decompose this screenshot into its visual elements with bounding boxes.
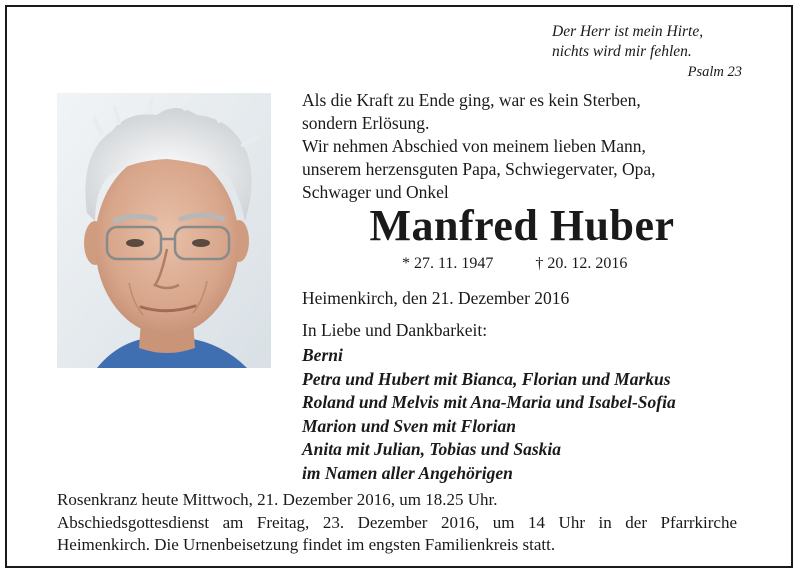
intro-line: Als die Kraft zu Ende ging, war es kein Sterben,: [302, 90, 641, 110]
portrait-photo: [57, 93, 271, 368]
thanks-line: In Liebe und Dankbarkeit:: [302, 320, 488, 340]
quote-line-1: Der Herr ist mein Hirte,: [552, 23, 704, 40]
service-line: Abschiedsgottesdienst am Freitag, 23. Dezember 2016, um 14 Uhr in der Pfarrkirche: [57, 512, 737, 532]
intro-line: Wir nehmen Abschied von meinem lieben Mann,: [302, 136, 646, 156]
intro-line: Schwager und Onkel: [302, 182, 449, 202]
mourners-list: [302, 344, 752, 485]
service-info: [57, 489, 737, 557]
psalm-quote: [552, 22, 742, 80]
birth-date: * 27. 11. 1947: [402, 255, 494, 272]
deceased-name: Manfred Huber: [369, 201, 675, 250]
mourner-line: Anita mit Julian, Tobias und Saskia: [302, 439, 562, 459]
quote-reference: Psalm 23: [687, 64, 742, 80]
life-dates: [402, 255, 665, 273]
quote-line-2: nichts wird mir fehlen.: [552, 43, 692, 60]
intro-line: unserem herzensguten Papa, Schwiegervater, Opa,: [302, 159, 656, 179]
burial-line: Heimenkirch. Die Urnenbeisetzung findet im engsten Familienkreis statt.: [57, 535, 556, 554]
place-and-date: Heimenkirch, den 21. Dezember 2016: [302, 288, 570, 308]
mourner-line: Berni: [302, 345, 343, 365]
intro-text: [302, 89, 762, 204]
intro-line: sondern Erlösung.: [302, 113, 430, 133]
mourner-line: Marion und Sven mit Florian: [302, 415, 516, 436]
mourner-line: Roland und Melvis mit Ana-Maria und Isabel-Sofia: [302, 392, 676, 412]
mourner-line: Petra und Hubert mit Bianca, Florian und Markus: [302, 368, 671, 389]
portrait-image: [57, 93, 271, 368]
rosary-line: Rosenkranz heute Mittwoch, 21. Dezember 2016, um 18.25 Uhr.: [57, 490, 498, 509]
mourner-line: im Namen aller Angehörigen: [302, 462, 513, 483]
death-date: † 20. 12. 2016: [535, 255, 628, 272]
